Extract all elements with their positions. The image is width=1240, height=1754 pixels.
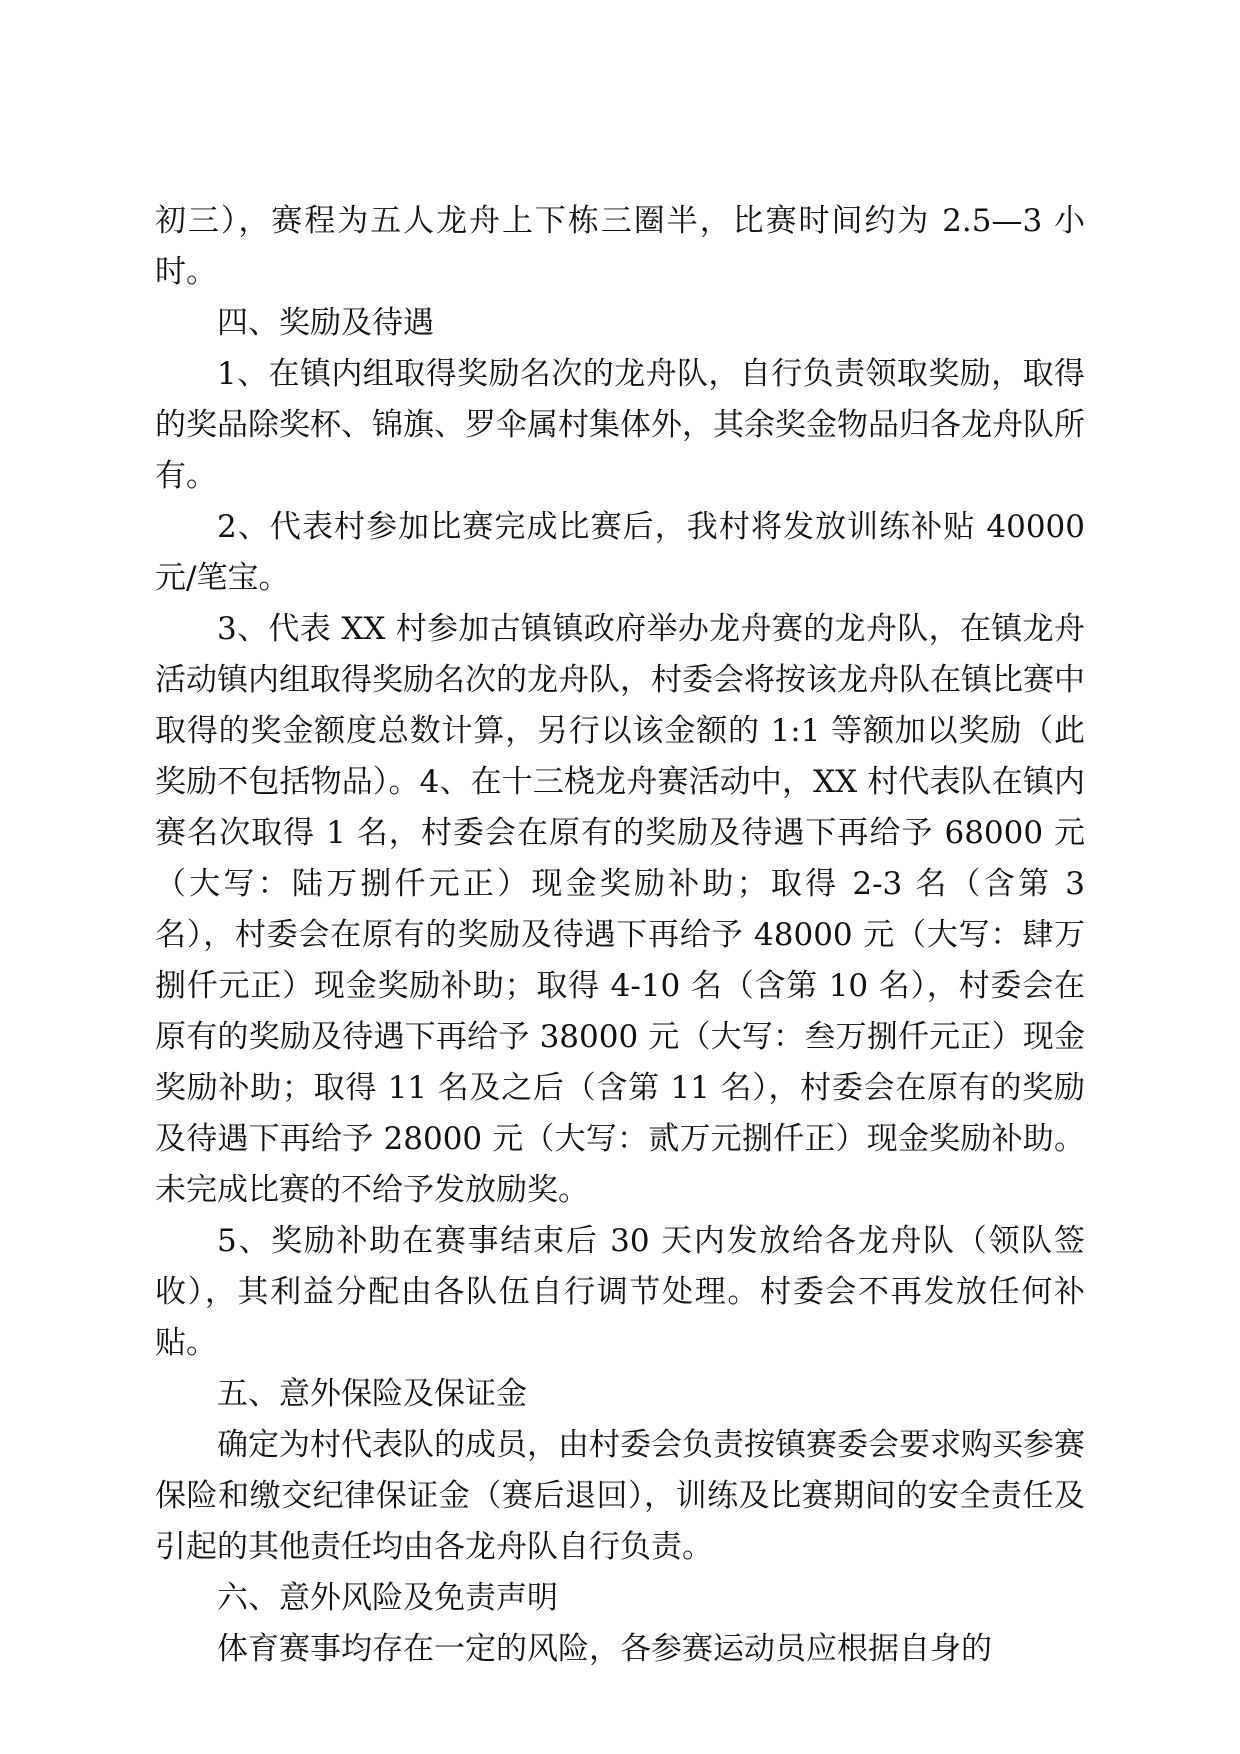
- section-heading-disclaimer: 六、意外风险及免责声明: [217, 1580, 558, 1616]
- paragraph-reward-2: 2、代表村参加比赛完成比赛后，我村将发放训练补贴 40000 元/笔宝。: [155, 509, 1085, 596]
- paragraph-reward-3-4: 3、代表 XX 村参加古镇镇政府举办龙舟赛的龙舟队，在镇龙舟活动镇内组取得奖励名次的龙舟队，村委会将按该龙舟队在镇比赛中取得的奖金额度总数计算，另行以该金额的 1:1 等额加以奖励（此奖励不包括物品）。4、在十三桡龙舟赛活动中，XX 村代表队在镇内赛名次取得 1 名，村委会在原有的奖励及待遇下再给予 68000 元（大写：陆万捌仟元正）现金奖励补助；取得 2-3 名（含第 3 名），村委会在原有的奖励及待遇下再给予 48000 元（大写：肆万捌仟元正）现金奖励补助；取得 4-10 名（含第 10 名），村委会在原有的奖励及待遇下再给予 38000 元（大写：叁万捌仟元正）现金奖励补助；取得 11 名及之后（含第 11 名），村委会在原有的奖励及待遇下再给予 28000 元（大写：贰万元捌仟正）现金奖励补助。未完成比赛的不给予发放励奖。: [155, 611, 1085, 1208]
- paragraph-insurance: 确定为村代表队的成员，由村委会负责按镇赛委会要求购买参赛保险和缴交纪律保证金（赛后退回），训练及比赛期间的安全责任及引起的其他责任均由各龙舟队自行负责。: [155, 1427, 1085, 1565]
- paragraph-disclaimer: 体育赛事均存在一定的风险，各参赛运动员应根据自身的: [217, 1631, 992, 1667]
- paragraph-reward-5: 5、奖励补助在赛事结束后 30 天内发放给各龙舟队（领队签收），其利益分配由各队伍自行调节处理。村委会不再发放任何补贴。: [155, 1223, 1085, 1361]
- paragraph-schedule-continuation: 初三），赛程为五人龙舟上下栋三圈半，比赛时间约为 2.5—3 小时。: [155, 203, 1085, 290]
- document-page: [155, 196, 1085, 1675]
- section-heading-rewards: 四、奖励及待遇: [217, 305, 434, 341]
- paragraph-reward-1: 1、在镇内组取得奖励名次的龙舟队，自行负责领取奖励，取得的奖品除奖杯、锦旗、罗伞属村集体外，其余奖金物品归各龙舟队所有。: [155, 356, 1085, 494]
- section-heading-insurance: 五、意外保险及保证金: [217, 1376, 527, 1412]
